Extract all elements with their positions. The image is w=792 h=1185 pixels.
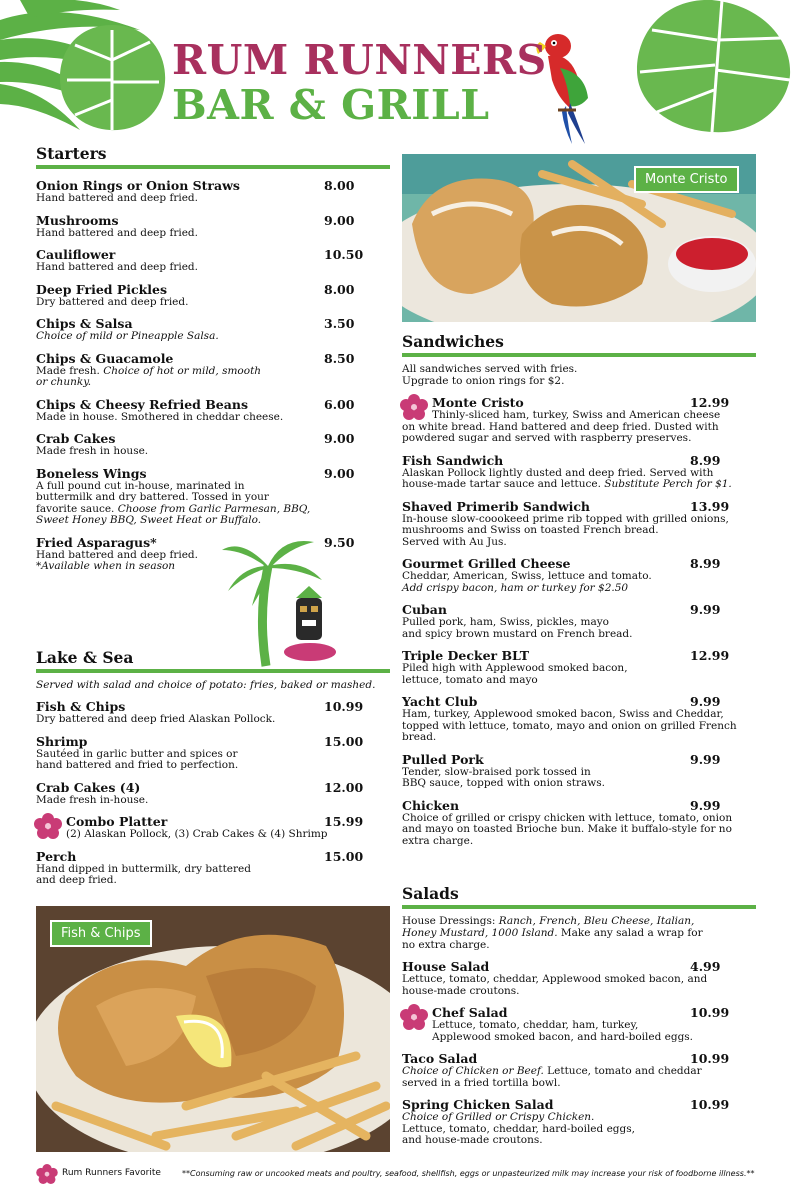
menu-item: Perch 15.00 Hand dipped in buttermilk, dry battered and deep fried.: [36, 848, 364, 886]
lake-sea-heading: Lake & Sea: [36, 648, 390, 673]
menu-item: Fried Asparagus* 9.50 Hand battered and deep fried. *Available when in season: [36, 534, 355, 572]
menu-item: Mushrooms 9.00 Hand battered and deep fried.: [36, 212, 355, 239]
menu-item: Gourmet Grilled Cheese 8.99 Cheddar, American, Swiss, lettuce and tomato. Add crispy bacon, ham or turkey for $2.50: [402, 556, 721, 594]
menu-item: Spring Chicken Salad 10.99 Choice of Grilled or Crispy Chicken. Lettuce, tomato, cheddar, hard-boiled eggs, and house-made croutons.: [402, 1097, 730, 1146]
menu-item: Shrimp 15.00 Sautéed in garlic butter and spices or hand battered and fried to perfection.: [36, 733, 364, 771]
starters-section: [36, 144, 390, 582]
food-safety-disclaimer: **Consuming raw or uncooked meats and poultry, seafood, shellfish, eggs or unpasteurized milk may increase your risk of foodborne illness.**: [182, 1169, 755, 1178]
sandwiches-intro-1: All sandwiches served with fries.: [402, 363, 578, 375]
menu-item: Pulled Pork 9.99 Tender, slow-braised pork tossed in BBQ sauce, topped with onion straws.: [402, 751, 721, 789]
salads-section: Salads House Dressings: Ranch, French, Bleu Cheese, Italian, Honey Mustard, 1000 Island. Make any salad a wrap for no extra charge. House Salad 4.99 Lettuce, tomato, cheddar, Applewood smoked bacon, and house-made croutons. Chef Salad 10.99 Lettuce, tomato, cheddar, ham, turkey, Applewood smoked bacon, and hard-boiled eggs. Taco Salad 10.99 Choice of Chicken or Beef. Lettuce, tomato and cheddar served in a fried tortilla bowl. Spring Chicken Salad 10.99 Choice of Grilled or Crispy Chicken. Lettuce, tomato, cheddar, hard-boiled eggs, and house-made croutons.: [402, 884, 756, 1156]
sandwiches-intro-2: Upgrade to onion rings for $2.: [402, 375, 565, 387]
menu-item-favorite: Chef Salad 10.99 Lettuce, tomato, cheddar, ham, turkey, Applewood smoked bacon, and hard-boiled eggs.: [402, 1006, 756, 1043]
menu-item-favorite: Combo Platter 15.99 (2) Alaskan Pollock, (3) Crab Cakes & (4) Shrimp: [36, 815, 390, 841]
fish-chips-tag: Fish & Chips: [50, 920, 152, 947]
menu-item: House Salad 4.99 Lettuce, tomato, cheddar, Applewood smoked bacon, and house-made croutons.: [402, 959, 721, 997]
favorite-legend: Rum Runners Favorite: [62, 1168, 161, 1178]
monstera-leaf-right-icon: [632, 0, 792, 135]
menu-item: Boneless Wings 9.00 A full pound cut in-house, marinated in buttermilk and dry battered. Tossed in your favorite sauce. Choose from Garlic Parmesan, BBQ, Sweet Honey BBQ, Sweet Heat or Buffalo.: [36, 465, 355, 526]
hibiscus-icon: [400, 394, 428, 420]
hibiscus-legend-icon: [36, 1164, 58, 1184]
monstera-leaf-left-icon: [55, 20, 170, 135]
sandwiches-heading: Sandwiches: [402, 332, 756, 357]
title-line-1: RUM RUNNERS: [172, 36, 547, 84]
menu-item: Chips & Salsa 3.50 Choice of mild or Pineapple Salsa.: [36, 316, 355, 342]
salads-heading: Salads: [402, 884, 756, 909]
menu-item: Cuban 9.99 Pulled pork, ham, Swiss, pickles, mayo and spicy brown mustard on French bread.: [402, 602, 721, 640]
hibiscus-icon: [400, 1004, 428, 1030]
restaurant-title: [172, 36, 547, 129]
menu-item: Crab Cakes 9.00 Made fresh in house.: [36, 431, 355, 457]
menu-item: Shaved Primerib Sandwich 13.99 In-house slow-coookeed prime rib topped with grilled onions, mushrooms and Swiss on toasted French bread. Served with Au Jus.: [402, 498, 730, 548]
monte-cristo-photo: [402, 154, 756, 322]
menu-item-favorite: Monte Cristo 12.99 Thinly-sliced ham, turkey, Swiss and American cheese on white bread. Hand battered and deep fried. Dusted with powdered sugar and served with raspberry preserves.: [402, 395, 730, 444]
menu-item: Yacht Club 9.99 Ham, turkey, Applewood smoked bacon, Swiss and Cheddar, topped with lettuce, tomato, mayo and onion on grilled French bread.: [402, 694, 737, 743]
lake-sea-intro: Served with salad and choice of potato: fries, baked or mashed.: [36, 679, 376, 691]
menu-item: Crab Cakes (4) 12.00 Made fresh in-house.: [36, 779, 364, 806]
menu-item: Chicken 9.99 Choice of grilled or crispy chicken with lettuce, tomato, onion and mayo on toasted Brioche bun. Make it buffalo-style for no extra charge.: [402, 797, 733, 847]
menu-item: Onion Rings or Onion Straws 8.00 Hand battered and deep fried.: [36, 178, 355, 204]
menu-item: Taco Salad 10.99 Choice of Chicken or Beef. Lettuce, tomato and cheddar served in a fried tortilla bowl.: [402, 1051, 730, 1089]
menu-item: Chips & Guacamole 8.50 Made fresh. Choice of hot or mild, smooth or chunky.: [36, 350, 355, 388]
starters-heading: Starters: [36, 144, 390, 169]
menu-item: Fish & Chips 10.99 Dry battered and deep fried Alaskan Pollock.: [36, 699, 364, 725]
menu-item: Deep Fried Pickles 8.00 Dry battered and deep fried.: [36, 281, 355, 308]
lake-sea-section: [36, 648, 390, 896]
menu-item: Fish Sandwich 8.99 Alaskan Pollock lightly dusted and deep fried. Served with house-made tartar sauce and lettuce. Substitute Perch for $1.: [402, 452, 732, 490]
menu-item: Chips & Cheesy Refried Beans 6.00 Made in house. Smothered in cheddar cheese.: [36, 396, 355, 423]
sandwiches-section: [402, 332, 756, 856]
fish-chips-photo: [36, 906, 390, 1152]
menu-item: Triple Decker BLT 12.99 Piled high with Applewood smoked bacon, lettuce, tomato and mayo: [402, 648, 730, 686]
menu-item: Cauliflower 10.50 Hand battered and deep fried.: [36, 247, 364, 273]
title-line-2: BAR & GRILL: [172, 81, 490, 129]
monte-cristo-tag: Monte Cristo: [634, 166, 739, 193]
hibiscus-icon: [34, 813, 62, 839]
